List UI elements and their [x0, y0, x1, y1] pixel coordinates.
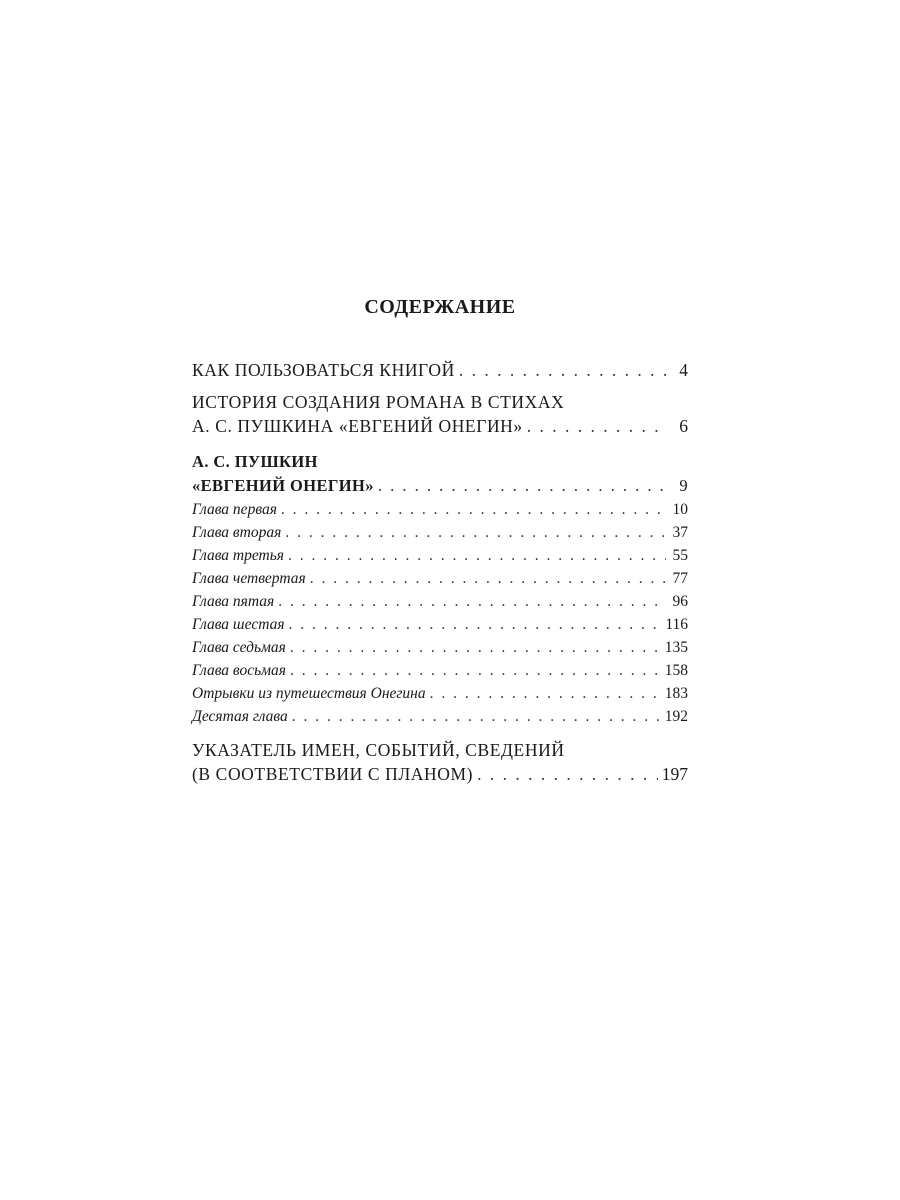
book-page: [192, 0, 688, 1200]
toc-entry-text: УКАЗАТЕЛЬ ИМЕН, СОБЫТИЙ, СВЕДЕНИЙ: [192, 740, 565, 760]
toc-entry-how-to-use[interactable]: [192, 358, 688, 382]
toc-chapter-5[interactable]: [192, 590, 688, 613]
toc-chapter-tenth[interactable]: [192, 705, 688, 728]
toc-entry-text: А. С. ПУШКИНА «ЕВГЕНИЙ ОНЕГИН»: [192, 416, 523, 436]
toc-page-number: 183: [664, 685, 688, 702]
toc-page-number: 4: [679, 360, 688, 380]
toc-page-number: 197: [661, 764, 688, 784]
toc-entry-text: Отрывки из путешествия Онегина: [192, 685, 426, 702]
toc-page-number: 192: [664, 708, 688, 725]
toc-entry-history-line1[interactable]: [192, 390, 688, 414]
dot-leader: [459, 358, 666, 382]
dot-leader: [290, 659, 661, 682]
toc-page-number: 55: [672, 547, 688, 564]
toc-chapter-1[interactable]: [192, 498, 688, 521]
toc-entry-text: Глава третья: [192, 547, 285, 564]
toc-page-number: 10: [672, 501, 688, 518]
toc-entry-history-line2[interactable]: [192, 414, 688, 438]
toc-page-number: 77: [672, 570, 688, 587]
toc-entry-text: Глава шестая: [192, 616, 285, 633]
dot-leader: [527, 414, 666, 438]
toc-entry-novel-line1[interactable]: [192, 450, 688, 474]
toc-entry-novel-line2[interactable]: [192, 474, 688, 498]
page-title: СОДЕРЖАНИЕ: [364, 296, 516, 318]
dot-leader: [281, 498, 666, 521]
toc-chapter-8[interactable]: [192, 659, 688, 682]
toc-page-number: 135: [664, 639, 688, 656]
toc-entry-text: Глава пятая: [192, 593, 275, 610]
toc-chapter-fragments[interactable]: [192, 682, 688, 705]
toc-entry-text: Глава восьмая: [192, 662, 286, 679]
toc-chapter-7[interactable]: [192, 636, 688, 659]
table-of-contents: [192, 358, 688, 786]
toc-entry-text: Глава седьмая: [192, 639, 286, 656]
toc-chapter-3[interactable]: [192, 544, 688, 567]
toc-entry-index-line1[interactable]: [192, 738, 688, 762]
toc-entry-text: (В СООТВЕТСТВИИ С ПЛАНОМ): [192, 764, 474, 784]
toc-chapter-6[interactable]: [192, 613, 688, 636]
toc-entry-index-line2[interactable]: [192, 762, 688, 786]
toc-chapter-4[interactable]: [192, 567, 688, 590]
dot-leader: [278, 590, 666, 613]
toc-entry-text: Глава вторая: [192, 524, 282, 541]
toc-chapter-2[interactable]: [192, 521, 688, 544]
dot-leader: [289, 613, 662, 636]
dot-leader: [285, 521, 666, 544]
toc-page-number: 96: [672, 593, 688, 610]
toc-entry-text: «ЕВГЕНИЙ ОНЕГИН»: [192, 476, 374, 495]
dot-leader: [378, 474, 666, 498]
toc-page-number: 37: [672, 524, 688, 541]
dot-leader: [477, 762, 658, 786]
dot-leader: [288, 544, 666, 567]
dot-leader: [310, 567, 666, 590]
toc-entry-text: КАК ПОЛЬЗОВАТЬСЯ КНИГОЙ: [192, 360, 455, 380]
toc-page-number: 9: [679, 476, 688, 495]
toc-page-number: 6: [679, 416, 688, 436]
dot-leader: [292, 705, 661, 728]
dot-leader: [290, 636, 661, 659]
dot-leader: [430, 682, 661, 705]
toc-entry-text: Глава четвертая: [192, 570, 306, 587]
toc-entry-text: ИСТОРИЯ СОЗДАНИЯ РОМАНА В СТИХАХ: [192, 392, 565, 412]
toc-entry-text: Десятая глава: [192, 708, 288, 725]
toc-entry-text: А. С. ПУШКИН: [192, 452, 318, 471]
toc-entry-text: Глава первая: [192, 501, 277, 518]
toc-page-number: 116: [665, 616, 688, 633]
toc-page-number: 158: [664, 662, 688, 679]
